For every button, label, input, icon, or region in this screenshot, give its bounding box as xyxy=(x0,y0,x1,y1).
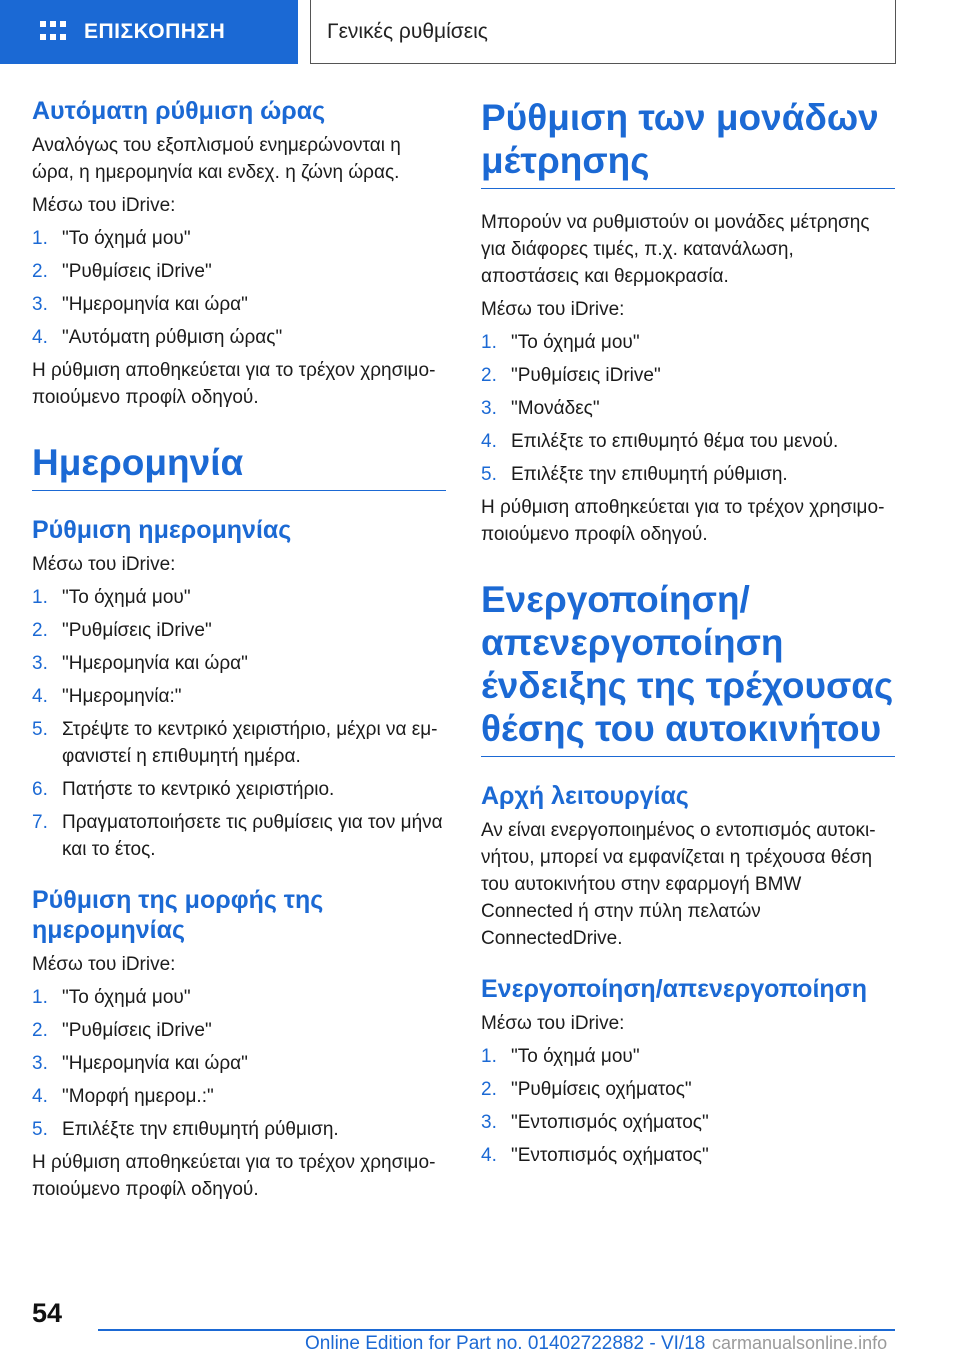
section-tab-label: Γενικές ρυθμίσεις xyxy=(327,19,488,43)
overview-tab[interactable] xyxy=(0,0,298,64)
list-item: 6. Πατήστε το κεντρικό χειριστήριο. xyxy=(32,779,335,800)
list-item: 1. "Το όχημά μου" xyxy=(481,332,640,353)
list-item: 1. "Το όχημά μου" xyxy=(481,1046,640,1067)
list-item: 4. "Αυτόματη ρύθμιση ώρας" xyxy=(32,327,283,348)
auto-time-title: Αυτόματη ρύθμιση ώρας xyxy=(32,97,326,125)
list-item: 4. Επιλέξτε το επιθυμητό θέμα του μενού. xyxy=(481,431,839,452)
date-heading: Ημερομηνία xyxy=(32,441,446,491)
auto-time-note: Η ρύθμιση αποθηκεύεται για το τρέχον χρησιμοποιούμενο προφίλ οδηγού. xyxy=(32,360,436,408)
grid-icon xyxy=(40,21,66,43)
units-note: Η ρύθμιση αποθηκεύεται για το τρέχον χρησιμοποιούμενο προφίλ οδηγού. xyxy=(481,497,885,545)
date-format-via: Μέσω του iDrive: xyxy=(32,954,176,975)
units-via: Μέσω του iDrive: xyxy=(481,299,625,320)
principle-text: Αν είναι ενεργοποιημένος ο εντοπισμός αυτοκινήτου, μπορεί να εμφανίζεται η τρέχουσα θέση του αυτοκινήτου στην εφαρμογή BMW Connected ή στην πύλη πελατών ConnectedDrive. xyxy=(481,820,876,949)
units-heading: Ρύθμιση των μονάδων μέτρησης xyxy=(481,96,895,189)
date-format-note: Η ρύθμιση αποθηκεύεται για το τρέχον χρησιμοποιούμενο προφίλ οδηγού. xyxy=(32,1152,436,1200)
location-heading: Ενεργοποίηση/ απενεργοποίηση ένδειξης της τρέχουσας θέσης του αυτοκινήτου xyxy=(481,578,895,757)
set-date-steps xyxy=(32,584,446,863)
list-item: 3. "Ημερομηνία και ώρα" xyxy=(32,294,248,315)
list-item: 2. "Ρυθμίσεις iDrive" xyxy=(32,1020,212,1041)
list-item: 2. "Ρυθμίσεις iDrive" xyxy=(32,620,212,641)
toggle-title: Ενεργοποίηση/απενεργοποίηση xyxy=(481,975,868,1003)
auto-time-via: Μέσω του iDrive: xyxy=(32,195,176,216)
list-item: 3. "Μονάδες" xyxy=(481,398,600,419)
set-date-via: Μέσω του iDrive: xyxy=(32,554,176,575)
toggle-steps xyxy=(481,1043,895,1169)
list-item: 5. Επιλέξτε την επιθυμητή ρύθμιση. xyxy=(481,464,788,485)
list-item: 4. "Ημερομηνία:" xyxy=(32,686,182,707)
units-steps xyxy=(481,329,895,488)
footer-edition: Online Edition for Part no. 01402722882 - VI/18 xyxy=(305,1333,706,1354)
date-format-title: Ρύθμιση της μορφής της ημερομηνίας xyxy=(32,886,324,944)
list-item: 7. Πραγματοποιήσετε τις ρυθμίσεις για τον μήνα και το έτος. xyxy=(32,812,443,860)
section-tab[interactable] xyxy=(310,0,896,64)
list-item: 1. "Το όχημά μου" xyxy=(32,587,191,608)
date-format-steps xyxy=(32,984,446,1143)
footer-divider xyxy=(98,1329,895,1331)
list-item: 3. "Ημερομηνία και ώρα" xyxy=(32,1053,248,1074)
overview-tab-label: ΕΠΙΣΚΟΠΗΣΗ xyxy=(84,20,226,43)
principle-title: Αρχή λειτουργίας xyxy=(481,782,689,810)
watermark: carmanualsonline.info xyxy=(712,1333,888,1353)
units-intro: Μπορούν να ρυθμιστούν οι μονάδες μέτρησης για διάφορες τιμές, π.χ. κατανάλωση, αποστάσεις και θερμοκρασία. xyxy=(481,212,870,287)
list-item: 1. "Το όχημά μου" xyxy=(32,228,191,249)
right-column xyxy=(481,96,895,1175)
set-date-title: Ρύθμιση ημερομηνίας xyxy=(32,516,292,544)
auto-time-steps xyxy=(32,225,446,351)
list-item: 3. "Ημερομηνία και ώρα" xyxy=(32,653,248,674)
left-column xyxy=(32,96,446,1209)
list-item: 5. Επιλέξτε την επιθυμητή ρύθμιση. xyxy=(32,1119,339,1140)
list-item: 3. "Εντοπισμός οχήματος" xyxy=(481,1112,709,1133)
list-item: 2. "Ρυθμίσεις iDrive" xyxy=(32,261,212,282)
top-navigation xyxy=(0,0,960,66)
list-item: 2. "Ρυθμίσεις οχήματος" xyxy=(481,1079,692,1100)
auto-time-intro: Αναλόγως του εξοπλισμού ενημερώνονται η ώρα, η ημερομηνία και ενδεχ. η ζώνη ώρας. xyxy=(32,135,401,183)
list-item: 2. "Ρυθμίσεις iDrive" xyxy=(481,365,661,386)
list-item: 4. "Μορφή ημερομ.:" xyxy=(32,1086,214,1107)
list-item: 1. "Το όχημά μου" xyxy=(32,987,191,1008)
page-number: 54 xyxy=(32,1298,63,1328)
list-item: 5. Στρέψτε το κεντρικό χειριστήριο, μέχρι να εμφανιστεί η επιθυμητή ημέρα. xyxy=(32,719,438,767)
list-item: 4. "Εντοπισμός οχήματος" xyxy=(481,1145,709,1166)
toggle-via: Μέσω του iDrive: xyxy=(481,1013,625,1034)
